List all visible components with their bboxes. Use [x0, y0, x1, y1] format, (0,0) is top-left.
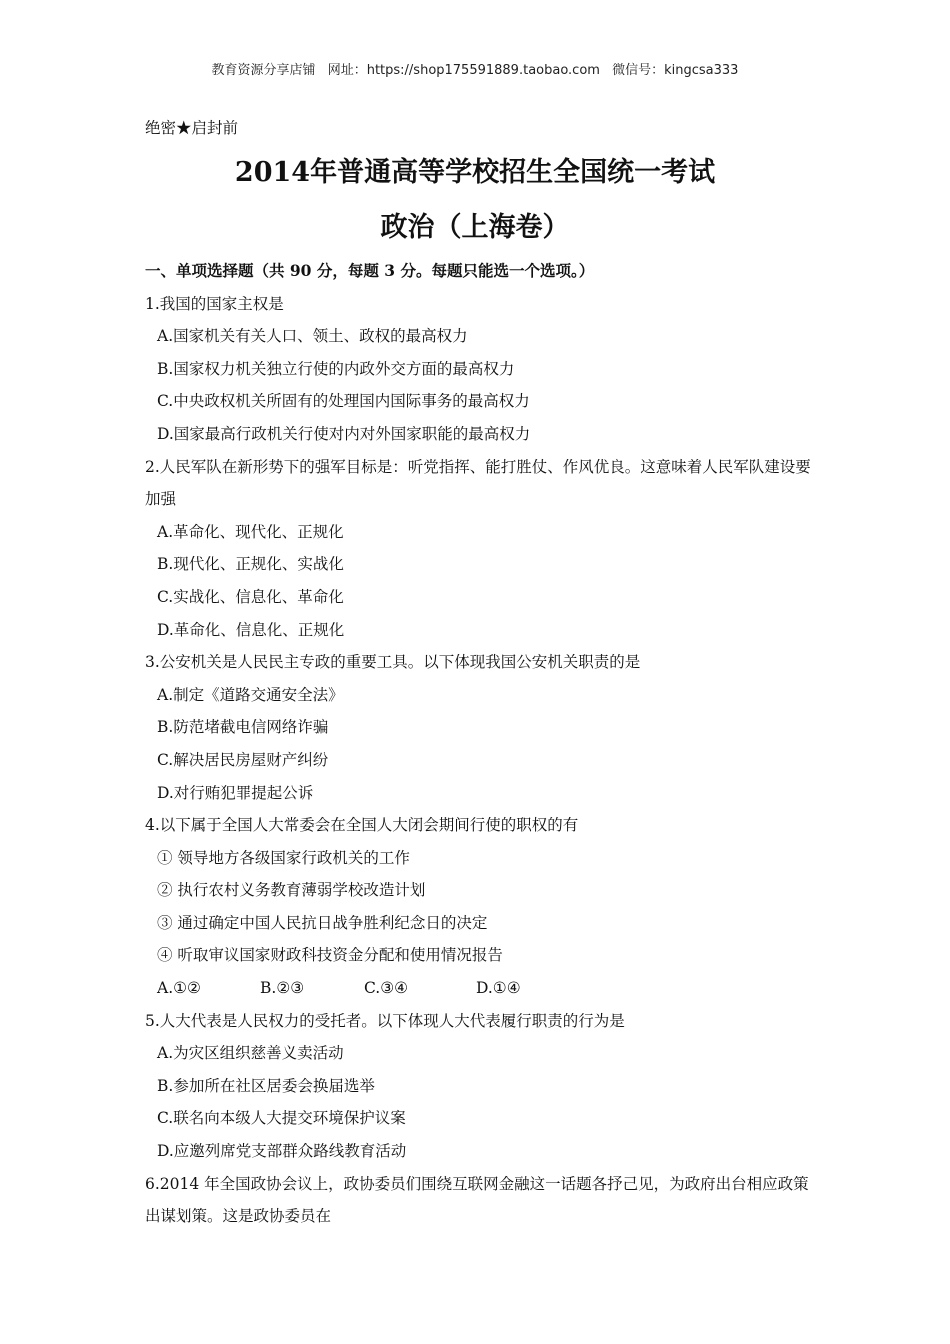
exam-title: 2014年普通高等学校招生全国统一考试 — [234, 157, 716, 188]
choice-d: D.①④ — [476, 979, 521, 998]
statement-3: ③ 通过确定中国人民抗日战争胜利纪念日的决定 — [157, 913, 488, 932]
statement-4: ④ 听取审议国家财政科技资金分配和使用情况报告 — [157, 946, 503, 965]
question-stem: 2.人民军队在新形势下的强军目标是：听党指挥、能打胜仗、作风优良。这意味着人民军队建设要加强 — [145, 457, 811, 509]
choice-a: A.①② — [157, 979, 201, 998]
question-4 — [145, 809, 815, 1005]
question-5 — [145, 1005, 815, 1168]
option-b: B.参加所在社区居委会换届选举 — [157, 1076, 375, 1095]
option-b: B.防范堵截电信网络诈骗 — [157, 718, 329, 737]
option-d: D.应邀列席党支部群众路线教育活动 — [157, 1142, 407, 1161]
confidential-label: 绝密★启封前 — [145, 119, 239, 137]
url-text[interactable]: 网址：https://shop175591889.taobao.com — [327, 63, 600, 78]
question-1 — [145, 288, 815, 451]
question-2 — [145, 451, 815, 647]
option-c: C.实战化、信息化、革命化 — [157, 587, 344, 606]
option-b: B.国家权力机关独立行使的内政外交方面的最高权力 — [157, 359, 515, 378]
option-a: A.制定《道路交通安全法》 — [157, 685, 344, 704]
choice-row — [145, 972, 815, 1005]
option-c: C.中央政权机关所固有的处理国内国际事务的最高权力 — [157, 392, 530, 411]
option-b: B.现代化、正规化、实战化 — [157, 555, 344, 574]
statement-2: ② 执行农村义务教育薄弱学校改造计划 — [157, 881, 426, 900]
question-stem: 6.2014 年全国政协会议上，政协委员们围绕互联网金融这一话题各抒己见，为政府出台相应政策出谋划策。这是政协委员在 — [145, 1174, 809, 1226]
section-heading: 一、单项选择题（共 90 分，每题 3 分。每题只能选一个选项。） — [145, 261, 595, 280]
question-stem: 5.人大代表是人民权力的受托者。以下体现人大代表履行职责的行为是 — [145, 1011, 625, 1030]
question-stem: 1.我国的国家主权是 — [145, 294, 284, 313]
option-c: C.联名向本级人大提交环境保护议案 — [157, 1109, 406, 1128]
option-a: A.国家机关有关人口、领土、政权的最高权力 — [157, 327, 468, 346]
page-header — [0, 59, 950, 78]
question-stem: 3.公安机关是人民民主专政的重要工具。以下体现我国公安机关职责的是 — [145, 653, 641, 672]
question-stem: 4.以下属于全国人大常委会在全国人大闭会期间行使的职权的有 — [145, 816, 579, 835]
question-3 — [145, 646, 815, 809]
option-c: C.解决居民房屋财产纠纷 — [157, 750, 329, 769]
option-d: D.国家最高行政机关行使对内对外国家职能的最高权力 — [157, 424, 531, 443]
statement-1: ① 领导地方各级国家行政机关的工作 — [157, 848, 410, 867]
wechat-text: 微信号：kingcsa333 — [612, 63, 739, 78]
question-6 — [145, 1168, 815, 1233]
option-d: D.革命化、信息化、正规化 — [157, 620, 345, 639]
shop-name: 教育资源分享店铺 — [211, 63, 316, 78]
option-d: D.对行贿犯罪提起公诉 — [157, 783, 314, 802]
choice-b: B.②③ — [260, 979, 305, 998]
exam-subtitle: 政治（上海卷） — [380, 212, 570, 243]
option-a: A.为灾区组织慈善义卖活动 — [157, 1044, 344, 1063]
option-a: A.革命化、现代化、正规化 — [157, 522, 344, 541]
choice-c: C.③④ — [364, 979, 409, 998]
exam-content — [145, 255, 815, 1233]
